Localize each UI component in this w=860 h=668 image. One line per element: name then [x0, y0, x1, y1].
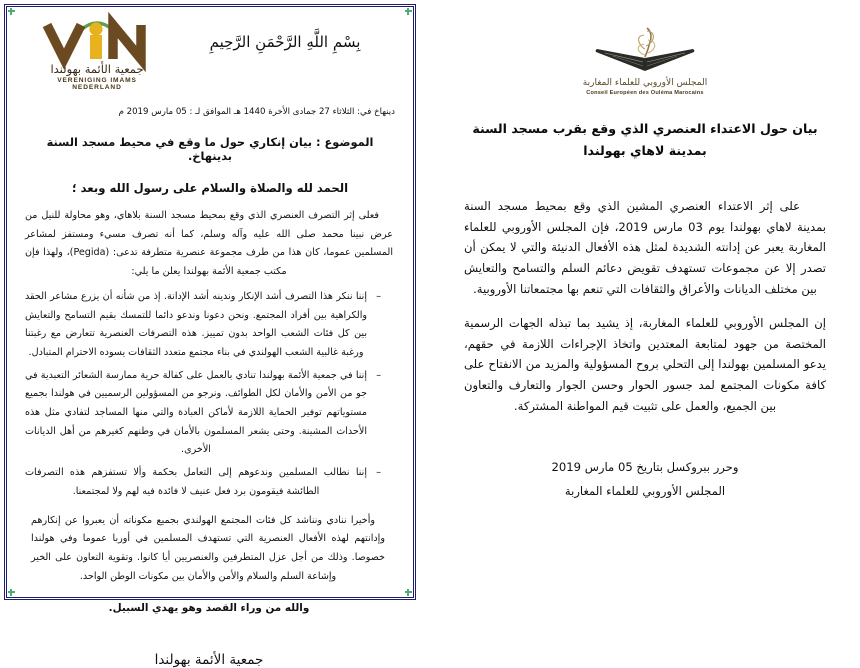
right-paragraph-1: على إثر الاعتداء العنصري المشين الذي وقع بمحيط مسجد السنة بمدينة لاهاي بهولندا يوم 03 مارس 2019، فإن المجلس الأوروبي للعلماء المغاربة يعبر عن إدانته الشديدة لمثل هذه الأفعال الدنيئة والتي لا يمكن أن تصدر إلا عن مجموعات تستهدف تقويض دعائم السلم والتسامح والتعايش بين مختلف الديانات والأعراق والثقافات التي تنعم بها مجتمعاتنا الأوروبية. [464, 199, 826, 296]
hamdala-line: الحمد لله والصلاة والسلام على رسول الله وبعد ؛ [71, 181, 349, 195]
selection-handle-bottom-right[interactable] [405, 589, 412, 596]
basmala-text: بِسْمِ اللَّهِ الرَّحْمَنِ الرَّحِيمِ [209, 33, 361, 51]
closing-paragraph: وأخيرا ننادي ونناشد كل فئات المجتمع الهولندي بجميع مكوناته أن يعبروا عن إنكارهم وإدانتهم لهذه الأفعال العنصرية التي تستهدف المسلمين في أوربا عموما وفي هولندا خصوصا. وذلك من أجل عزل المتطرفين والعنصريين أيا كانوا. وتقوية التعاون على الخير وإشاعة السلم والسلام والأمن والأمان بين مكونات الوطن الواحد. [31, 514, 385, 582]
statement-points-list [25, 288, 393, 502]
right-paragraph-2: إن المجلس الأوروبي للعلماء المغاربة، إذ يشيد بما تبذله الجهات الرسمية المختصة من جهود لمتابعة المعتدين واتخاذ الإجراءات اللازمة في حقهم، يدعو المسلمين بهولندا إلى التحلي بروح المسؤولية والمزيد من الانفتاح على كافة مكونات المجتمع لمد جسور الحوار وحسن الجوار والتعارف والتعاون بين الجميع، والعمل على تثبيت قيم المواطنة المشتركة. [464, 316, 826, 413]
open-book-quill-icon [593, 24, 697, 80]
right-title-line-1: بيان حول الاعتداء العنصري الذي وقع بقرب مسجد السنة [472, 121, 818, 136]
subject-line: الموضوع : بيان إنكاري حول ما وقع في محيط مسجد السنة بدينهاخ. [46, 135, 374, 163]
list-item: – إننا في جمعية الأئمة بهولندا تنادي بالعمل على كفالة حرية ممارسة الشعائر التعبدية في جو من الأمن والأمان لكل الطوائف. ونرجو من المسؤولين الرسميين في هولندا بجميع مستوياتهم توفير الحماية اللازمة لأماكن العبادة والتي منها المساجد لتفادي مثل هذه الأحداث المشينة. وحتى يشعر المسلمون بالأمان في وطنهم كغيرهم من أهل الديانات الأخرى. [25, 367, 379, 461]
selection-handle-bottom-left[interactable] [8, 589, 15, 596]
ceom-logo-french-name: Conseil Européen des Ouléma Marocains [586, 90, 704, 96]
right-document-title [464, 118, 826, 162]
right-sign-name: المجلس الأوروبي للعلماء المغاربة [564, 484, 726, 499]
list-item: – إننا نطالب المسلمين وندعوهم إلى التعامل بحكمة وألا تستفزهم هذه التصرفات الطائشة فيقومون برد فعل عنيف لا فائدة فيه لهم ولا لمجتمعنا. [25, 464, 379, 501]
left-document-body [19, 207, 401, 668]
left-signature: جمعية الأئمة بهولندا [154, 652, 264, 668]
closing-quote: والله من وراء القصد وهو يهدي السبيل. [108, 602, 310, 615]
vin-logo [33, 17, 161, 91]
selection-handle-top-left[interactable] [8, 8, 15, 15]
ceom-logo-arabic-name: المجلس الأوروبي للعلماء المغاربة [582, 78, 708, 88]
vin-logo-mark-icon [37, 17, 157, 63]
right-signature-block [464, 456, 826, 502]
selection-handle-top-right[interactable] [405, 8, 412, 15]
vin-logo-latin-name: VERENIGING IMAMS NEDERLAND [57, 77, 137, 91]
issue-date-line: دينهاخ في: الثلاثاء 27 جمادى الأخرة 1440 هـ الموافق لـ : 05 مارس 2019 م [118, 107, 395, 117]
right-title-line-2: بمدينة لاهاي بهولندا [583, 143, 707, 159]
ceom-statement-document [430, 0, 860, 610]
vin-statement-document [4, 4, 416, 668]
left-document-header [19, 13, 401, 101]
ceom-logo [570, 24, 720, 96]
list-item: – إننا ننكر هذا التصرف أشد الإنكار وندينه أشد الإدانة. إذ من شأنه أن يزرع مشاعر الحقد والكراهية بين أفراد المجتمع. ونحن دعونا وندعو دائما للتمسك بقيم التسامح والتعايش بين كل فئات الشعب الواحد بدون تمييز. هذه التصرفات العنصرية تتعارض مع رغبتنا ورغبة غالبية الشعب الهولندي في بناء مجتمع متعدد الثقافات يسوده الاحترام المتبادل. [25, 288, 379, 363]
vin-logo-arabic-name: جمعية الأئمة بهولندا [50, 62, 144, 76]
intro-paragraph: فعلى إثر التصرف العنصري الذي وقع بمحيط مسجد السنة بلاهاي، وهو محاولة للنيل من عرض نبينا محمد صلى الله عليه وآله وسلم، كما أنه تصرف مسيء ومستفز لمشاعر المسلمين عموما، كان هذا من طرف مجموعة عنصرية متطرفة تدعى: (Pegida)، ولهذا فإن مكتب جمعية الأئمة بهولندا يعلن ما يلي: [25, 210, 393, 278]
right-sign-date: وحرر ببروكسل بتاريخ 05 مارس 2019 [551, 460, 739, 475]
